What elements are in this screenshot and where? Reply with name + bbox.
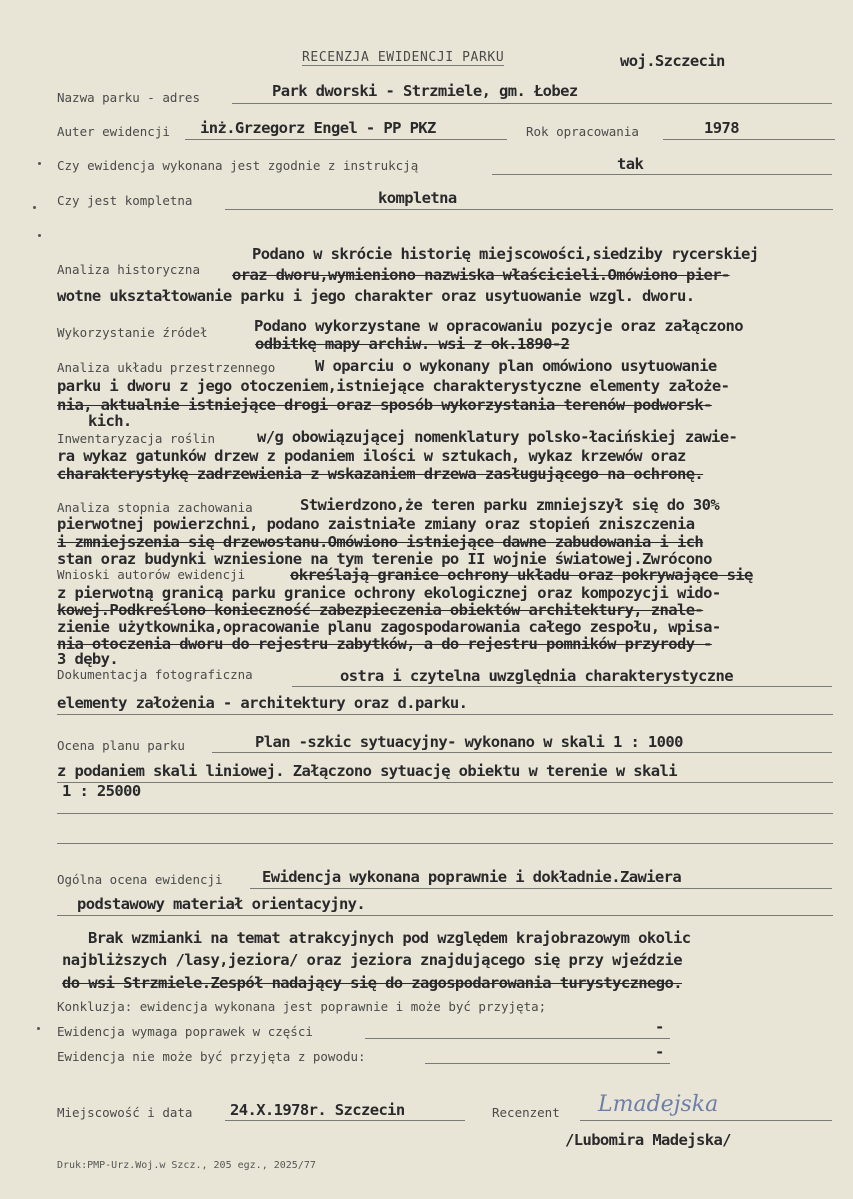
- corrections-value: -: [655, 1018, 664, 1036]
- remark-line: Brak wzmianki na temat atrakcyjnych pod względem krajobrazowym okolic: [88, 929, 691, 947]
- corrections-label: Ewidencja wymaga poprawek w części: [57, 1024, 313, 1039]
- conclusions-label: Wnioski autorów ewidencji: [57, 567, 246, 582]
- conclusion-text: Konkluzja: ewidencja wykonana jest poprawnie i może być przyjęta;: [57, 999, 547, 1014]
- park-name-label: Nazwa parku - adres: [57, 90, 200, 105]
- photos-line: elementy założenia - architektury oraz d.parku.: [57, 694, 468, 712]
- complete-value: kompletna: [378, 189, 457, 207]
- conclusions-line: zienie użytkownika,opracowanie planu zagospodarowania całego zespołu, wpisa-: [57, 618, 721, 636]
- rule-line: [492, 174, 832, 175]
- rule-line: [232, 103, 832, 104]
- rule-line: [212, 752, 832, 753]
- overall-line: Ewidencja wykonana poprawnie i dokładnie.Zawiera: [262, 868, 682, 886]
- rule-line: [250, 888, 832, 889]
- park-name-value: Park dworski - Strzmiele, gm. Łobez: [272, 82, 578, 100]
- layout-label: Analiza układu przestrzennego: [57, 360, 276, 375]
- history-line: Podano w skrócie historię miejscowości,siedziby rycerskiej: [252, 245, 759, 263]
- history-line: wotne ukształtowanie parku i jego charakter oraz usytuowanie wzgl. dworu.: [57, 287, 695, 305]
- region-value: woj.Szczecin: [620, 52, 725, 70]
- history-label: Analiza historyczna: [57, 262, 200, 277]
- place-date-value: 24.X.1978r. Szczecin: [230, 1101, 405, 1119]
- plants-line: w/g obowiązującej nomenklatury polsko-łacińskiej zawie-: [257, 428, 738, 446]
- margin-mark: [33, 206, 36, 209]
- year-label: Rok opracowania: [526, 124, 639, 139]
- plants-line: ra wykaz gatunków drzew z podaniem ilości w sztukach, wykaz krzewów oraz: [57, 447, 686, 465]
- place-date-label: Miejscowość i data: [57, 1105, 193, 1120]
- author-label: Auter ewidencji: [57, 124, 170, 139]
- rule-line: [225, 209, 833, 210]
- rule-line: [57, 813, 833, 814]
- conclusions-line: określają granice ochrony układu oraz pokrywające się: [290, 566, 753, 584]
- rejected-value: -: [655, 1043, 664, 1061]
- instruction-label: Czy ewidencja wykonana jest zgodnie z instrukcją: [57, 158, 419, 173]
- rule-line: [663, 139, 835, 140]
- remark-line: najbliższych /lasy,jeziora/ oraz jeziora znajdującego się przy wjeździe: [62, 951, 682, 969]
- conclusions-line: z pierwotną granicą parku granice ochrony ekologicznej oraz kompozycji wido-: [57, 584, 721, 602]
- layout-line: kich.: [88, 412, 132, 430]
- preservation-line: i zmniejszenia się drzewostanu.Omówiono istniejące dawne zabudowania i ich: [57, 533, 704, 551]
- instruction-value: tak: [617, 155, 644, 173]
- reviewer-name: /Lubomira Madejska/: [565, 1131, 731, 1149]
- conclusions-line: 3 dęby.: [57, 650, 119, 668]
- conclusions-line: kowej.Podkreślono konieczność zabezpieczenia obiektów architektury, znale-: [57, 601, 704, 619]
- rule-line: [57, 714, 833, 715]
- form-title: RECENZJA EWIDENCJI PARKU: [302, 50, 505, 65]
- complete-label: Czy jest kompletna: [57, 193, 193, 208]
- rule-line: [57, 843, 833, 844]
- plan-line: z podaniem skali liniowej. Załączono sytuację obiektu w terenie w skali: [57, 762, 677, 780]
- plan-line: 1 : 25000: [62, 782, 141, 800]
- preservation-line: Stwierdzono,że teren parku zmniejszył się do 30%: [300, 496, 720, 514]
- rule-line: [225, 1120, 465, 1121]
- sources-line: odbitkę mapy archiw. wsi z ok.1890-2: [255, 335, 570, 353]
- margin-mark: [37, 1027, 40, 1030]
- layout-line: parku i dworu z jego otoczeniem,istniejące charakterystyczne elementy założe-: [57, 377, 730, 395]
- layout-line: nia, aktualnie istniejące drogi oraz sposób wykorzystania terenów podworsk-: [57, 396, 712, 414]
- sources-line: Podano wykorzystane w opracowaniu pozycje oraz załączono: [254, 317, 743, 335]
- preservation-label: Analiza stopnia zachowania: [57, 500, 253, 515]
- reviewer-signature: Lmadejska: [598, 1092, 719, 1117]
- plan-label: Ocena planu parku: [57, 738, 185, 753]
- margin-mark: [38, 234, 41, 237]
- plants-line: charakterystykę zadrzewienia z wskazaniem drzewa zasługującego na ochronę.: [57, 465, 704, 483]
- overall-label: Ogólna ocena ewidencji: [57, 872, 223, 887]
- reviewer-label: Recenzent: [492, 1105, 560, 1120]
- plan-line: Plan -szkic sytuacyjny- wykonano w skali 1 : 1000: [255, 733, 683, 751]
- plants-label: Inwentaryzacja roślin: [57, 431, 216, 446]
- overall-line: podstawowy materiał orientacyjny.: [77, 895, 366, 913]
- rule-line: [365, 1038, 670, 1039]
- history-line: oraz dworu,wymieniono nazwiska właścicieli.Omówiono pier-: [232, 266, 730, 284]
- year-value: 1978: [704, 119, 739, 137]
- photos-line: ostra i czytelna uwzględnia charakterystyczne: [340, 667, 733, 685]
- rule-line: [580, 1120, 832, 1121]
- rule-line: [292, 686, 832, 687]
- photos-label: Dokumentacja fotograficzna: [57, 667, 253, 682]
- author-value: inż.Grzegorz Engel - PP PKZ: [200, 119, 436, 137]
- layout-line: W oparciu o wykonany plan omówiono usytuowanie: [315, 357, 717, 375]
- preservation-line: pierwotnej powierzchni, podano zaistniałe zmiany oraz stopień zniszczenia: [57, 515, 695, 533]
- rule-line: [185, 139, 507, 140]
- sources-label: Wykorzystanie źródeł: [57, 325, 208, 340]
- rule-line: [57, 915, 833, 916]
- conclusions-line: nia otoczenia dworu do rejestru zabytków, a do rejestru pomników przyrody -: [57, 635, 712, 653]
- remark-line: do wsi Strzmiele.Zespół nadający się do zagospodarowania turystycznego.: [62, 974, 682, 992]
- rule-line: [57, 782, 833, 783]
- rule-line: [425, 1063, 670, 1064]
- print-info: Druk:PMP-Urz.Woj.w Szcz., 205 egz., 2025/77: [57, 1160, 316, 1171]
- preservation-line: stan oraz budynki wzniesione na tym terenie po II wojnie światowej.Zwrócono: [57, 550, 712, 568]
- margin-mark: [38, 162, 41, 165]
- rejected-label: Ewidencja nie może być przyjęta z powodu:: [57, 1049, 366, 1064]
